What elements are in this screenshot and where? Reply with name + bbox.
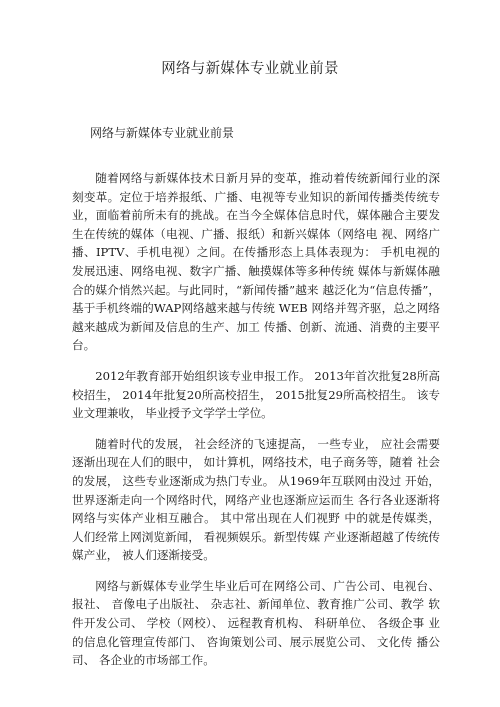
paragraph-development: 随着时代的发展， 社会经济的飞速提高， 一些专业， 应社会需要 逐渐出现在人们的眼中， 如计算机，网络技术，电子商务等，随着 社会的发展， 这些专业逐渐成为热门专业。 从1969年互联网由没过 开始， 世界逐渐走向一个网络时代，网络产业也逐渐应运而生 各行各业逐渐将网络与实体产业相互融合。 其中常出现在人们视野 中的就是传媒类， 人们经常上网浏览新闻， 看视频娱乐。新型传媒 产业逐渐超越了传统传媒产业， 被人们逐渐接受。 <box>72 436 440 563</box>
document-title: 网络与新媒体专业就业前景 <box>161 61 339 77</box>
document-body <box>72 169 440 682</box>
paragraph-intro: 随着网络与新媒体技术日新月异的变革，推动着传统新闻行业的深刻变革。定位于培养报纸、广播、电视等专业知识的新闻传播类传统专业，面临着前所未有的挑战。在当今全媒体信息时代，媒体融合主要发生在传统的媒体（电视、广播、报纸）和新兴媒体（网络电 视、网络广播、IPTV、手机电视）之间。在传播形态上具体表现为： 手机电视的发展迅速、网络电视、数字广播、触摸媒体等多种传统 媒体与新媒体融合的媒介悄然兴起。与此同时，“新闻传播”越来 越泛化为“信息传播”，基于手机终端的WAP网络越来越与传统 WEB 网络并驾齐驱，总之网络越来越成为新闻及信息的生产、加工 传播、创新、流通、消费的主要平台。 <box>72 171 440 353</box>
paragraph-employment: 网络与新媒体专业学生毕业后可在网络公司、广告公司、电视台、 报社、 音像电子出版社、 杂志社、新闻单位、教育推广公司、教学 软件开发公司、 学校（网校）、 远程教育机构、 科研单位、 各级企事 业的信息化管理宣传部门、 咨询策划公司、展示展览公司、 文化传 播公司、 各企业的市场部工作。 <box>72 578 440 668</box>
document-subtitle: 网络与新媒体专业就业前景 <box>90 126 235 140</box>
paragraph-history: 2012年教育部开始组织该专业申报工作。 2013年首次批复28所高校招生， 2014年批复20所高校招生， 2015批复29所高校招生。 该专业文理兼收， 毕业授予文学学士学位。 <box>72 368 440 421</box>
